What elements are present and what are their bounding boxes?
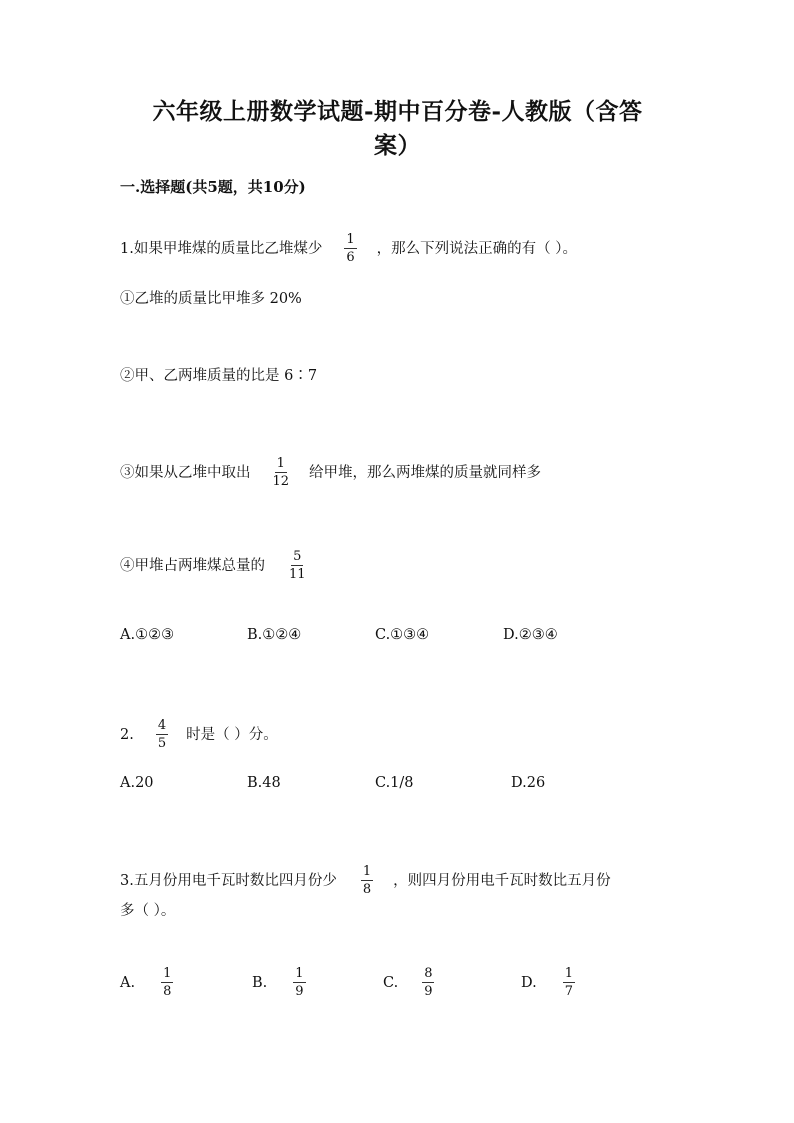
statement-3-text: ③如果从乙堆中取出 bbox=[120, 464, 251, 481]
q2-option-b[interactable]: B.48 bbox=[247, 775, 281, 791]
statement-3-fraction bbox=[271, 456, 292, 489]
fraction-denominator: 5 bbox=[157, 736, 167, 751]
option-fraction bbox=[422, 966, 434, 999]
question-1-fraction bbox=[344, 232, 356, 265]
option-label: D. bbox=[521, 974, 537, 991]
fraction-denominator: 11 bbox=[289, 567, 306, 582]
fraction-denominator: 12 bbox=[272, 474, 290, 489]
question-3-text: 3.五月份用电千瓦时数比四月份少 bbox=[120, 872, 337, 889]
option-fraction bbox=[161, 966, 173, 999]
fraction-numerator: 1 bbox=[346, 232, 355, 247]
statement-4-text: ④甲堆占两堆煤总量的 bbox=[120, 557, 265, 574]
statement-3-suffix: 给甲堆，那么两堆煤的质量就同样多 bbox=[309, 464, 542, 481]
option-label: A. bbox=[120, 974, 136, 991]
fraction-numerator: 8 bbox=[424, 966, 433, 981]
q2-option-c[interactable]: C.1/8 bbox=[375, 775, 414, 791]
q3-option-d[interactable] bbox=[521, 966, 575, 999]
page-title-line-1: 六年级上册数学试题-期中百分卷-人教版（含答 bbox=[152, 98, 643, 125]
section-heading: 一.选择题(共5题，共10分) bbox=[120, 178, 306, 196]
question-2-fraction bbox=[156, 718, 168, 751]
question-2-suffix: 时是（ ）分。 bbox=[186, 726, 278, 743]
statement-1: ①乙堆的质量比甲堆多 20% bbox=[120, 291, 302, 307]
fraction-denominator: 7 bbox=[564, 984, 573, 999]
question-3-fraction bbox=[361, 864, 373, 897]
question-3-suffix: ，则四月份用电千瓦时数比五月份 bbox=[393, 872, 611, 889]
q3-option-b[interactable] bbox=[252, 966, 306, 999]
fraction-numerator: 1 bbox=[362, 864, 372, 879]
fraction-denominator: 6 bbox=[346, 250, 355, 265]
fraction-denominator: 9 bbox=[295, 984, 304, 999]
q1-option-c[interactable]: C.①③④ bbox=[375, 627, 430, 643]
question-1 bbox=[120, 232, 577, 265]
option-fraction bbox=[563, 966, 575, 999]
question-2 bbox=[120, 718, 278, 751]
statement-4 bbox=[120, 549, 308, 582]
q3-option-c[interactable] bbox=[383, 966, 434, 999]
statement-2: ②甲、乙两堆质量的比是 6∶7 bbox=[120, 368, 318, 384]
option-label: B. bbox=[252, 974, 268, 991]
fraction-numerator: 1 bbox=[564, 966, 573, 981]
fraction-denominator: 9 bbox=[424, 984, 433, 999]
question-3-line-2: 多（ ）。 bbox=[120, 903, 176, 919]
question-1-suffix: ，那么下列说法正确的有（ ）。 bbox=[376, 240, 577, 257]
fraction-numerator: 1 bbox=[295, 966, 304, 981]
q2-option-a[interactable]: A.20 bbox=[120, 775, 154, 791]
question-1-text: 1.如果甲堆煤的质量比乙堆煤少 bbox=[120, 240, 323, 257]
fraction-denominator: 8 bbox=[163, 984, 172, 999]
page-title-line-2: 案） bbox=[374, 132, 421, 159]
statement-4-fraction bbox=[287, 549, 308, 582]
fraction-numerator: 5 bbox=[293, 549, 302, 564]
fraction-numerator: 4 bbox=[157, 718, 167, 733]
option-label: C. bbox=[383, 974, 399, 991]
q1-option-b[interactable]: B.①②④ bbox=[247, 627, 302, 643]
fraction-denominator: 8 bbox=[362, 882, 372, 897]
q2-option-d[interactable]: D.26 bbox=[511, 775, 546, 791]
option-fraction bbox=[293, 966, 305, 999]
fraction-numerator: 1 bbox=[276, 456, 285, 471]
fraction-numerator: 1 bbox=[163, 966, 172, 981]
question-2-number: 2. bbox=[120, 726, 134, 743]
q1-option-d[interactable]: D.②③④ bbox=[503, 627, 558, 643]
question-3 bbox=[120, 864, 611, 897]
q3-option-a[interactable] bbox=[120, 966, 173, 999]
q1-option-a[interactable]: A.①②③ bbox=[120, 627, 175, 643]
statement-3 bbox=[120, 456, 541, 489]
